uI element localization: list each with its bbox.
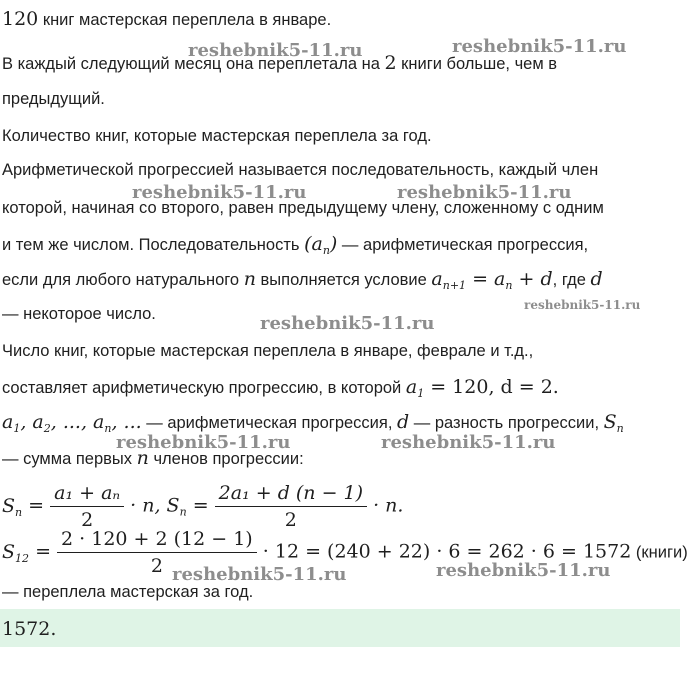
- watermark: reshebnik5-11.ru: [132, 182, 307, 203]
- line-3: предыдущий.: [2, 90, 105, 108]
- math-d-2: d: [397, 411, 410, 433]
- watermark: reshebnik5-11.ru: [116, 432, 291, 453]
- math-d: d: [590, 268, 603, 290]
- watermark: reshebnik5-11.ru: [381, 432, 556, 453]
- math-condition: $a_{n+1} = a_n + d$: [431, 268, 553, 292]
- line-12: [2, 411, 624, 435]
- fraction-2: $\frac{\text{2a₁ + d (n − 1)}}{2}$: [215, 480, 367, 533]
- math-an-sequence: $(a_n)$: [304, 233, 338, 257]
- line-1-text: книг мастерская переплела в январе.: [38, 11, 332, 29]
- line-13-start: — сумма первых: [2, 450, 137, 468]
- line-2-end: книги больше, чем в: [396, 55, 558, 73]
- math-n: n: [243, 268, 256, 290]
- line-2-start: В каждый следующий месяц она переплетала на: [2, 55, 385, 73]
- math-a1-d: $a_1 = 120$, d = 2.: [405, 376, 559, 400]
- line-6: которой, начиная со второго, равен предыдущему члену, сложенному с одним: [2, 199, 604, 217]
- line-13-end: членов прогрессии:: [148, 450, 304, 468]
- line-11-start: составляет арифметическую прогрессию, в которой: [2, 379, 406, 397]
- math-sequence-list: $a_1$, $a_2$, ..., $a_n$, ...: [2, 411, 142, 435]
- line-1: [2, 8, 331, 30]
- line-7-end: — арифметическая прогрессия,: [337, 236, 589, 254]
- math-n-2: n: [136, 447, 149, 469]
- answer-box: [0, 609, 680, 647]
- formula-s12: $S_{12}$ = $\frac{2 \cdot 120 + 2 (12 - 1)}{2}$ · 12 = (240 + 22) · 6 = 262 · 6 = 1572 (книги): [2, 528, 688, 577]
- line-8-start: если для любого натурального: [2, 271, 244, 289]
- number-120: 120: [2, 8, 39, 30]
- line-13: [2, 447, 304, 469]
- watermark: reshebnik5-11.ru: [524, 298, 641, 312]
- fraction-1: $\frac{\text{a₁ + aₙ}}{2}$: [50, 480, 124, 533]
- line-4: Количество книг, которые мастерская переплела за год.: [2, 127, 432, 145]
- math-Sn: $S_n$: [603, 411, 624, 435]
- line-8-mid: выполняется условие: [255, 271, 432, 289]
- watermark: reshebnik5-11.ru: [188, 40, 363, 61]
- line-11: [2, 376, 559, 400]
- formula-sum: $S_n$ = $\frac{\text{a₁ + aₙ}}{2}$ · n, $S_n$ = $\frac{\text{2a₁ + d (n − 1)}}{2}$ · n.: [2, 482, 404, 531]
- answer-value: 1572.: [2, 618, 57, 640]
- line-8-gde: , где: [552, 271, 591, 289]
- fraction-3: $\frac{2 \cdot 120 + 2 (12 - 1)}{2}$: [57, 526, 257, 579]
- line-9: — некоторое число.: [2, 305, 156, 323]
- watermark: reshebnik5-11.ru: [397, 182, 572, 203]
- line-7-start: и тем же числом. Последовательность: [2, 236, 305, 254]
- line-17: — переплела мастерская за год.: [2, 583, 254, 601]
- line-7: [2, 233, 588, 257]
- line-10: Число книг, которые мастерская переплела в январе, феврале и т.д.,: [2, 342, 534, 360]
- watermark: reshebnik5-11.ru: [172, 564, 347, 585]
- line-5: Арифметической прогрессией называется последовательность, каждый член: [2, 161, 599, 179]
- watermark: reshebnik5-11.ru: [452, 36, 627, 57]
- line-8: [2, 268, 603, 292]
- line-12-end: — разность прогрессии,: [409, 414, 604, 432]
- line-2: [2, 52, 557, 74]
- watermark: reshebnik5-11.ru: [260, 313, 435, 334]
- watermark: reshebnik5-11.ru: [436, 560, 611, 581]
- line-12-mid: — арифметическая прогрессия,: [141, 414, 397, 432]
- number-2: 2: [384, 52, 397, 74]
